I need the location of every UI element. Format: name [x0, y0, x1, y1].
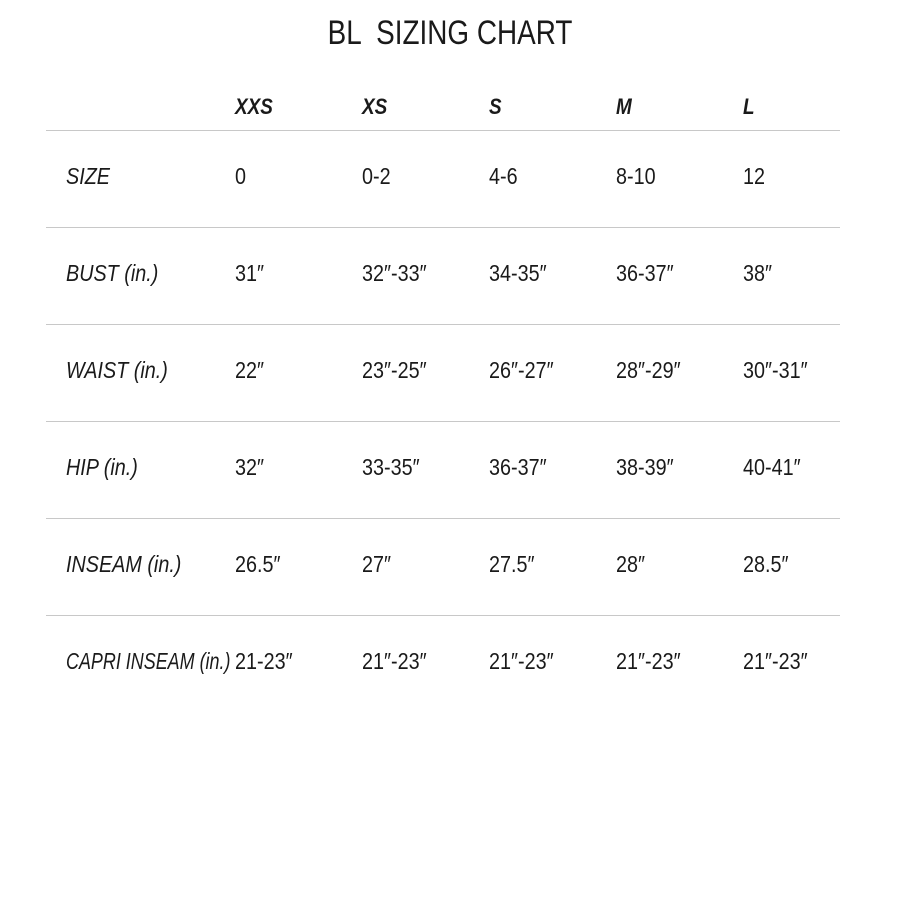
row-label: INSEAM (in.) — [66, 551, 182, 577]
table-cell: 36-37″ — [616, 260, 674, 286]
table-cell: 27″ — [362, 551, 392, 577]
row-label: BUST (in.) — [66, 260, 159, 286]
table-cell: 23″-25″ — [362, 357, 427, 383]
table-cell: 0-2 — [362, 163, 391, 189]
table-row-size — [46, 131, 840, 228]
table-cell: 21″-23″ — [743, 648, 808, 674]
table-row-waist — [46, 325, 840, 422]
table-cell: 4-6 — [489, 163, 518, 189]
column-header-m: M — [616, 94, 632, 119]
column-header-xxs: XXS — [235, 94, 273, 119]
table-cell: 38″ — [743, 260, 773, 286]
page-title: BL SIZING CHART — [327, 14, 573, 52]
table-cell: 38-39″ — [616, 454, 674, 480]
table-cell: 32″-33″ — [362, 260, 427, 286]
table-cell: 0 — [235, 163, 247, 189]
table-cell: 28″ — [616, 551, 646, 577]
table-cell: 21″-23″ — [616, 648, 681, 674]
table-cell: 21-23″ — [235, 648, 293, 674]
table-cell: 28″-29″ — [616, 357, 681, 383]
table-row-bust — [46, 228, 840, 325]
row-label: CAPRI INSEAM (in.) — [66, 648, 231, 674]
table-row-capri-inseam — [46, 616, 840, 712]
table-cell: 26.5″ — [235, 551, 281, 577]
column-header-xs: XS — [362, 94, 388, 119]
sizing-table — [46, 84, 840, 712]
table-cell: 32″ — [235, 454, 265, 480]
table-cell: 31″ — [235, 260, 265, 286]
column-header-s: S — [489, 94, 502, 119]
table-cell: 27.5″ — [489, 551, 535, 577]
table-cell: 21″-23″ — [362, 648, 427, 674]
table-cell: 28.5″ — [743, 551, 789, 577]
row-label: SIZE — [66, 163, 110, 189]
table-cell: 26″-27″ — [489, 357, 554, 383]
table-cell: 33-35″ — [362, 454, 420, 480]
table-cell: 21″-23″ — [489, 648, 554, 674]
table-cell: 12 — [743, 163, 766, 189]
table-cell: 22″ — [235, 357, 265, 383]
table-header-row — [46, 84, 840, 131]
table-cell: 34-35″ — [489, 260, 547, 286]
column-header-l: L — [743, 94, 755, 119]
table-cell: 8-10 — [616, 163, 656, 189]
table-row-inseam — [46, 519, 840, 616]
row-label: WAIST (in.) — [66, 357, 168, 383]
table-cell: 30″-31″ — [743, 357, 808, 383]
table-cell: 40-41″ — [743, 454, 801, 480]
table-row-hip — [46, 422, 840, 519]
row-label: HIP (in.) — [66, 454, 138, 480]
table-cell: 36-37″ — [489, 454, 547, 480]
